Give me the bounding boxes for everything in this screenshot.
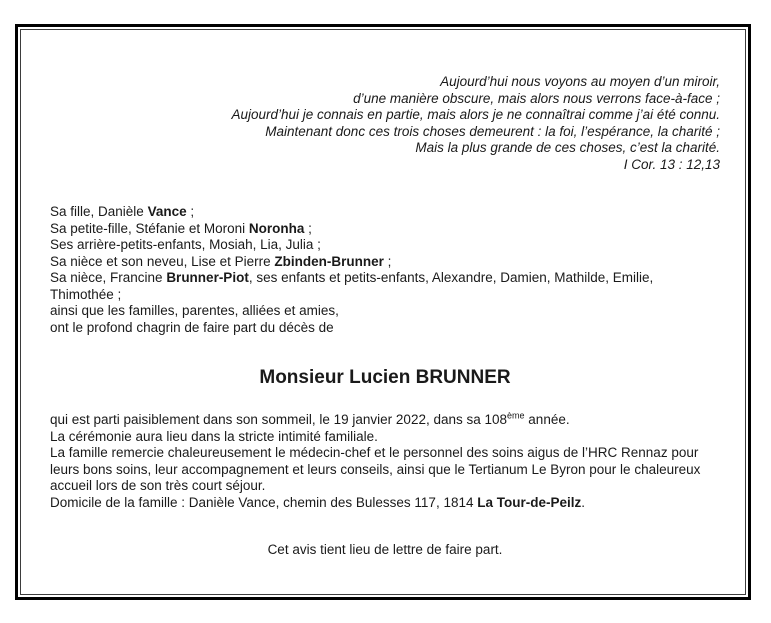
body-paragraph: La cérémonie aura lieu dans la stricte intimité familiale. <box>50 428 378 444</box>
notice-line: Cet avis tient lieu de lettre de faire part. <box>267 542 503 557</box>
family-line: ainsi que les familles, parentes, alliées et amies, <box>50 303 339 318</box>
body-paragraph: La famille remercie chaleureusement le médecin-chef et le personnel des soins aigus de l’HRC Rennaz pour leurs bons soins, leur accompagnement et leurs conseils, ainsi que le Tertianum Le Byron pour le chaleureux accueil lors de son très court séjour. <box>50 445 701 493</box>
announcement-content <box>21 30 745 594</box>
mourning-border-frame <box>15 24 751 600</box>
body-paragraph: qui est parti paisiblement dans son sommeil, le 19 janvier 2022, dans sa 108ème année. <box>50 410 570 427</box>
scripture-reference: I Cor. 13 : 12,13 <box>623 156 720 172</box>
quote-line: Aujourd’hui je connais en partie, mais alors je ne connaîtrai comme j’ai été connu. <box>231 107 720 122</box>
quote-line: Mais la plus grande de ces choses, c’est la charité. <box>415 140 720 155</box>
deceased-name: Monsieur Lucien BRUNNER <box>259 367 511 388</box>
body-paragraph: Domicile de la famille : Danièle Vance, chemin des Bulesses 117, 1814 La Tour-de-Peilz. <box>50 494 586 510</box>
family-line: Sa fille, Danièle Vance ; <box>50 204 195 219</box>
announcement-body <box>50 412 720 511</box>
family-line: ont le profond chagrin de faire part du décès de <box>50 319 334 335</box>
inner-border <box>20 29 746 595</box>
quote-line: Aujourd’hui nous voyons au moyen d’un miroir, <box>440 74 720 89</box>
quote-line: Maintenant donc ces trois choses demeurent : la foi, l’espérance, la charité ; <box>265 123 720 139</box>
family-line: Ses arrière-petits-enfants, Mosiah, Lia, Julia ; <box>50 237 321 252</box>
scripture-quote <box>50 74 720 173</box>
family-list <box>50 204 720 336</box>
family-line: Sa petite-fille, Stéfanie et Moroni Noronha ; <box>50 220 312 236</box>
family-line: Sa nièce, Francine Brunner-Piot, ses enfants et petits-enfants, Alexandre, Damien, Mathilde, Emilie, Thimothée ; <box>50 270 654 302</box>
family-line: Sa nièce et son neveu, Lise et Pierre Zbinden-Brunner ; <box>50 253 392 269</box>
quote-line: d’une manière obscure, mais alors nous verrons face-à-face ; <box>353 90 720 106</box>
